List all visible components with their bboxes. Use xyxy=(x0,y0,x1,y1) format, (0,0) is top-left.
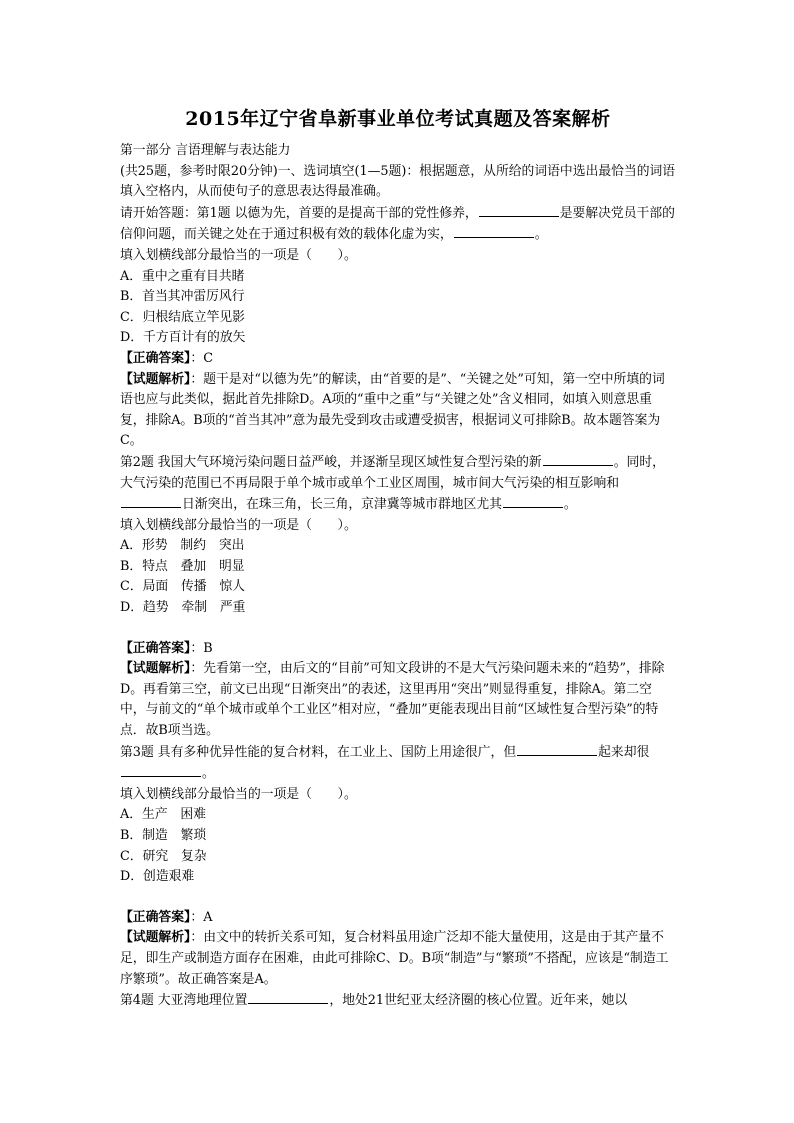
question-1-answer: 【正确答案】：C xyxy=(120,350,213,366)
blank-line xyxy=(517,742,597,756)
document-body xyxy=(120,141,676,1012)
question-3-option-d: D．创造艰难 xyxy=(120,869,195,885)
question-3-stem: 第3题 具有多种优异性能的复合材料，在工业上、国防上用途很广，但 起来却很。 xyxy=(120,742,676,785)
question-2-option-c: C．局面 传播 惊人 xyxy=(120,579,245,595)
question-3-option-c: C．研究 复杂 xyxy=(120,848,207,864)
blank-line xyxy=(121,763,201,777)
blank-line xyxy=(454,224,534,238)
question-2-answer: 【正确答案】：B xyxy=(120,640,213,656)
question-1-stem: 请开始答题：第1题 以德为先，首要的是提高干部的党性修养， 是要解决党员干部的信仰问题，而关键之处在于通过积极有效的载体化虚为实， 。 xyxy=(120,203,676,246)
question-3-prompt: 填入划横线部分最恰当的一项是（ ）。 xyxy=(120,786,357,802)
section-intro: (共25题，参考时限20分钟)一、选词填空(1—5题)：根据题意，从所给的词语中选出最恰当的词语填入空格内，从而使句子的意思表达得最准确。 xyxy=(120,163,676,200)
question-2-option-b: B．特点 叠加 明显 xyxy=(120,558,245,574)
section-heading: 第一部分 言语理解与表达能力 xyxy=(120,143,291,158)
question-1-option-a: A．重中之重有目共睹 xyxy=(120,268,245,284)
question-3-option-a: A．生产 困难 xyxy=(120,807,207,823)
blank-line xyxy=(248,990,328,1004)
question-2-option-d: D．趋势 牵制 严重 xyxy=(120,600,246,616)
blank-line xyxy=(503,494,563,508)
question-1-option-c: C．归根结底立竿见影 xyxy=(120,309,245,325)
blank-line xyxy=(121,494,181,508)
spacer xyxy=(120,619,676,639)
question-1-option-d: D．千方百计有的放矢 xyxy=(120,330,246,346)
question-2-option-a: A．形势 制约 突出 xyxy=(120,538,245,554)
question-3-option-b: B．制造 繁琐 xyxy=(120,828,207,843)
question-4-stem: 第4题 大亚湾地理位置 ，地处21世纪亚太经济圈的核心位置。近年来，她以 xyxy=(120,990,676,1012)
question-1-option-b: B．首当其冲雷厉风行 xyxy=(120,289,245,305)
question-3-answer: 【正确答案】：A xyxy=(120,909,213,925)
question-3-analysis: 【试题解析】：由文中的转折关系可知，复合材料虽用途广泛却不能大量使用，这是由于其产量不足，即生产或制造方面存在困难，由此可排除C、D。B项“制造”与“繁琐”不搭配，应该是“制造工序繁琐”。故正确答案是A。 xyxy=(120,930,669,987)
question-1-analysis: 【试题解析】：题干是对“以德为先”的解读，由“首要的是”、“关键之处”可知，第一空中所填的词语也应与此类似，据此首先排除D。A项的“重中之重”与“关键之处”含义相同，如填入则意思重复，排除A。B项的“首当其冲”意为最先受到攻击或遭受损害，根据词义可排除B。故本题答案为C。 xyxy=(120,371,665,449)
page-title: 2015年辽宁省阜新事业单位考试真题及答案解析 xyxy=(185,108,611,130)
spacer xyxy=(120,888,676,908)
question-2-analysis: 【试题解析】：先看第一空，由后文的“目前”可知文段讲的不是大气污染问题未来的“趋势”，排除D。再看第三空，前文已出现“日渐突出”的表述，这里再用“突出”则显得重复，排除A。第二空中，与前文的“单个城市或单个工业区”相对应，“叠加”更能表现出目前“区域性复合型污染”的特点．故B项当选。 xyxy=(120,661,665,739)
question-2-prompt: 填入划横线部分最恰当的一项是（ ）。 xyxy=(120,517,357,533)
question-2-stem: 第2题 我国大气环境污染问题日益严峻，并逐渐呈现区域性复合型污染的新 。同时，大气污染的范围已不再局限于单个城市或单个工业区周围，城市间大气污染的相互影响和日渐突出，在珠三角，长三角，京津冀等城市群地区尤其 。 xyxy=(120,452,676,516)
blank-line xyxy=(479,203,559,217)
blank-line xyxy=(543,452,613,466)
question-1-prompt: 填入划横线部分最恰当的一项是（ ）。 xyxy=(120,247,357,263)
